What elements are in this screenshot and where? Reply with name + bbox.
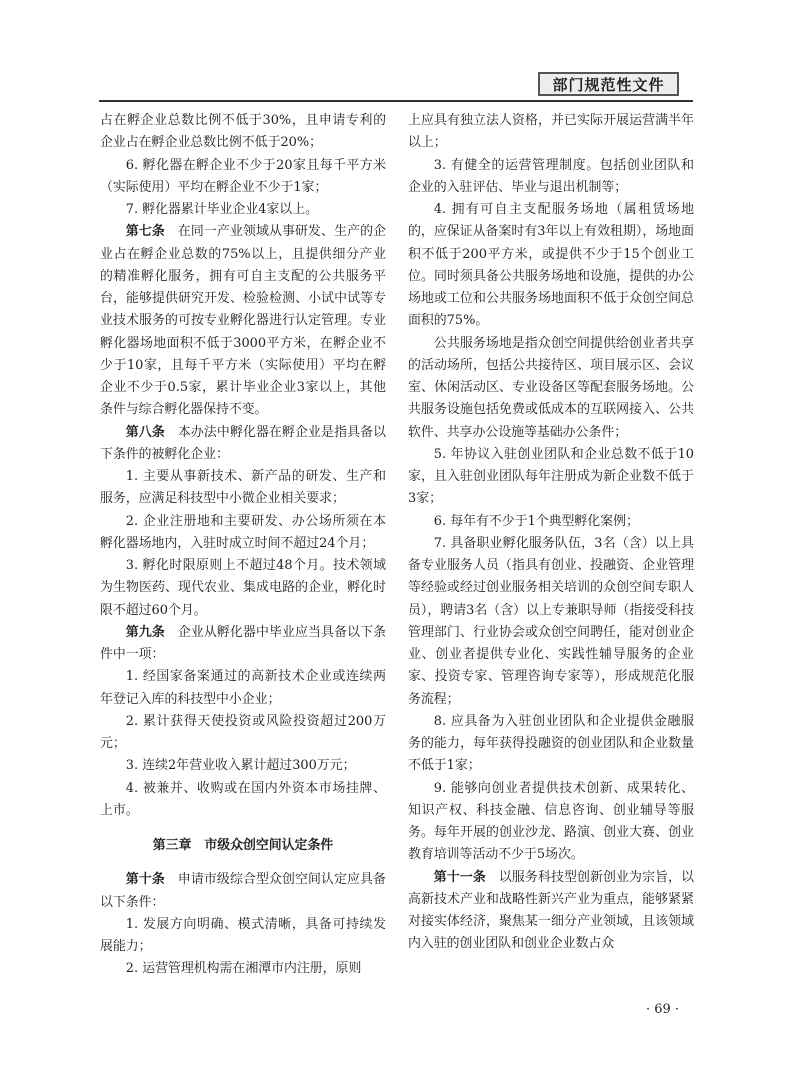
paragraph: 1. 主要从事新技术、新产品的研发、生产和服务，应满足科技型中小微企业相关要求； — [100, 469, 386, 507]
article-text: 申请市级综合型众创空间认定应具备以下条件： — [100, 872, 387, 910]
header-rule — [99, 100, 693, 102]
paragraph: 5. 年协议入驻创业团队和企业总数不低于10家，且入驻创业团队每年注册成为新企业数不低于3家； — [408, 446, 694, 507]
paragraph: 2. 企业注册地和主要研发、办公场所须在本孵化器场地内，入驻时成立时间不超过24个月； — [100, 513, 386, 551]
article-11 — [408, 867, 694, 956]
paragraph: 7. 具备职业孵化服务队伍，3名（含）以上具备专业服务人员（指具有创业、投融资、企业管理等经验或经过创业服务相关培训的众创空间专职人员），聘请3名（含）以上专兼职导师（指接受科技管理部门、行业协会或众创空间聘任，能对创业企业、创业者提供专业化、实践性辅导服务的企业家、投资专家、管理咨询专家等），形成规范化服务流程； — [408, 535, 694, 707]
paragraph: 8. 应具备为入驻创业团队和企业提供金融服务的能力，每年获得投融资的创业团队和企业数量不低于1家； — [408, 713, 694, 774]
section-tag: 部门规范性文件 — [538, 72, 679, 96]
paragraph: 4. 被兼并、收购或在国内外资本市场挂牌、上市。 — [100, 780, 386, 818]
paragraph: 1. 发展方向明确、模式清晰，具备可持续发展能力； — [100, 916, 386, 954]
article-label: 第十条 — [125, 872, 165, 888]
paragraph: 2. 运营管理机构需在湘潭市内注册，原则 — [125, 961, 362, 977]
paragraph: 6. 孵化器在孵企业不少于20家且每千平方米（实际使用）平均在孵企业不少于1家； — [100, 157, 386, 195]
paragraph: 6. 每年有不少于1个典型孵化案例； — [433, 513, 639, 529]
paragraph: 2. 累计获得天使投资或风险投资超过200万元； — [100, 713, 386, 751]
right-column — [408, 110, 694, 956]
article-label: 第七条 — [125, 224, 165, 240]
paragraph: 占在孵企业总数比例不低于30%，且申请专利的企业占在孵企业总数比例不低于20%； — [100, 113, 386, 151]
paragraph: 3. 孵化时限原则上不超过48个月。技术领域为生物医药、现代农业、集成电路的企业，孵化时限不超过60个月。 — [100, 558, 386, 618]
paragraph: 上应具有独立法人资格，并已实际开展运营满半年以上； — [408, 113, 694, 151]
paragraph: 1. 经国家备案通过的高新技术企业或连续两年登记入库的科技型中小企业； — [100, 669, 386, 707]
paragraph: 公共服务场地是指众创空间提供给创业者共享的活动场所，包括公共接待区、项目展示区、会议室、休闲活动区、专业设备区等配套服务场地。公共服务设施包括免费或低成本的互联网接入、公共软件、共享办公设施等基础办公条件； — [408, 335, 694, 440]
paragraph: 9. 能够向创业者提供技术创新、成果转化、知识产权、科技金融、信息咨询、创业辅导等服务。每年开展的创业沙龙、路演、创业大赛、创业教育培训等活动不少于5场次。 — [408, 780, 694, 863]
article-label: 第九条 — [125, 624, 165, 640]
paragraph: 3. 连续2年营业收入累计超过300万元； — [125, 758, 356, 774]
article-text: 以服务科技型创新创业为宗旨，以高新技术产业和战略性新兴产业为重点，能够紧紧对接实体经济，聚焦某一细分产业领域，且该领域内入驻的创业团队和创业企业数占众 — [408, 869, 695, 952]
paragraph: 3. 有健全的运营管理制度。包括创业团队和企业的入驻评估、毕业与退出机制等； — [408, 157, 694, 195]
paragraph: 7. 孵化器累计毕业企业4家以上。 — [125, 202, 318, 217]
article-8 — [100, 422, 386, 467]
article-text: 在同一产业领域从事研发、生产的企业占在孵企业总数的75%以上，且提供细分产业的精准孵化服务，拥有可自主支配的公共服务平台，能够提供研究开发、检验检测、小试中试等专业技术服务的可按专业孵化器进行认定管理。专业孵化器场地面积不低于3000平方米，在孵企业不少于10家，且每千平方米（实际使用）平均在孵企业不少于0.5家，累计毕业企业3家以上，其他条件与综合孵化器保持不变。 — [100, 224, 387, 418]
left-column — [100, 110, 386, 981]
article-9 — [100, 622, 386, 667]
article-text: 企业从孵化器中毕业应当具备以下条件中一项： — [100, 624, 387, 662]
article-label: 第十一条 — [433, 869, 486, 885]
paragraph: 4. 拥有可自主支配服务场地（属租赁场地的，应保证从备案时有3年以上有效租期），场地面积不低于200平方米，或提供不少于15个创业工位。同时须具备公共服务场地和设施，提供的办公场地或工位和公共服务场地面积不低于众创空间总面积的75%。 — [408, 202, 694, 329]
article-10 — [100, 869, 386, 914]
article-text: 本办法中孵化器在孵企业是指具备以下条件的被孵化企业： — [100, 424, 387, 462]
article-7 — [100, 221, 386, 421]
page-number: · 69 · — [646, 1002, 680, 1017]
article-label: 第八条 — [125, 424, 165, 440]
chapter-heading: 第三章 市级众创空间认定条件 — [152, 838, 334, 853]
